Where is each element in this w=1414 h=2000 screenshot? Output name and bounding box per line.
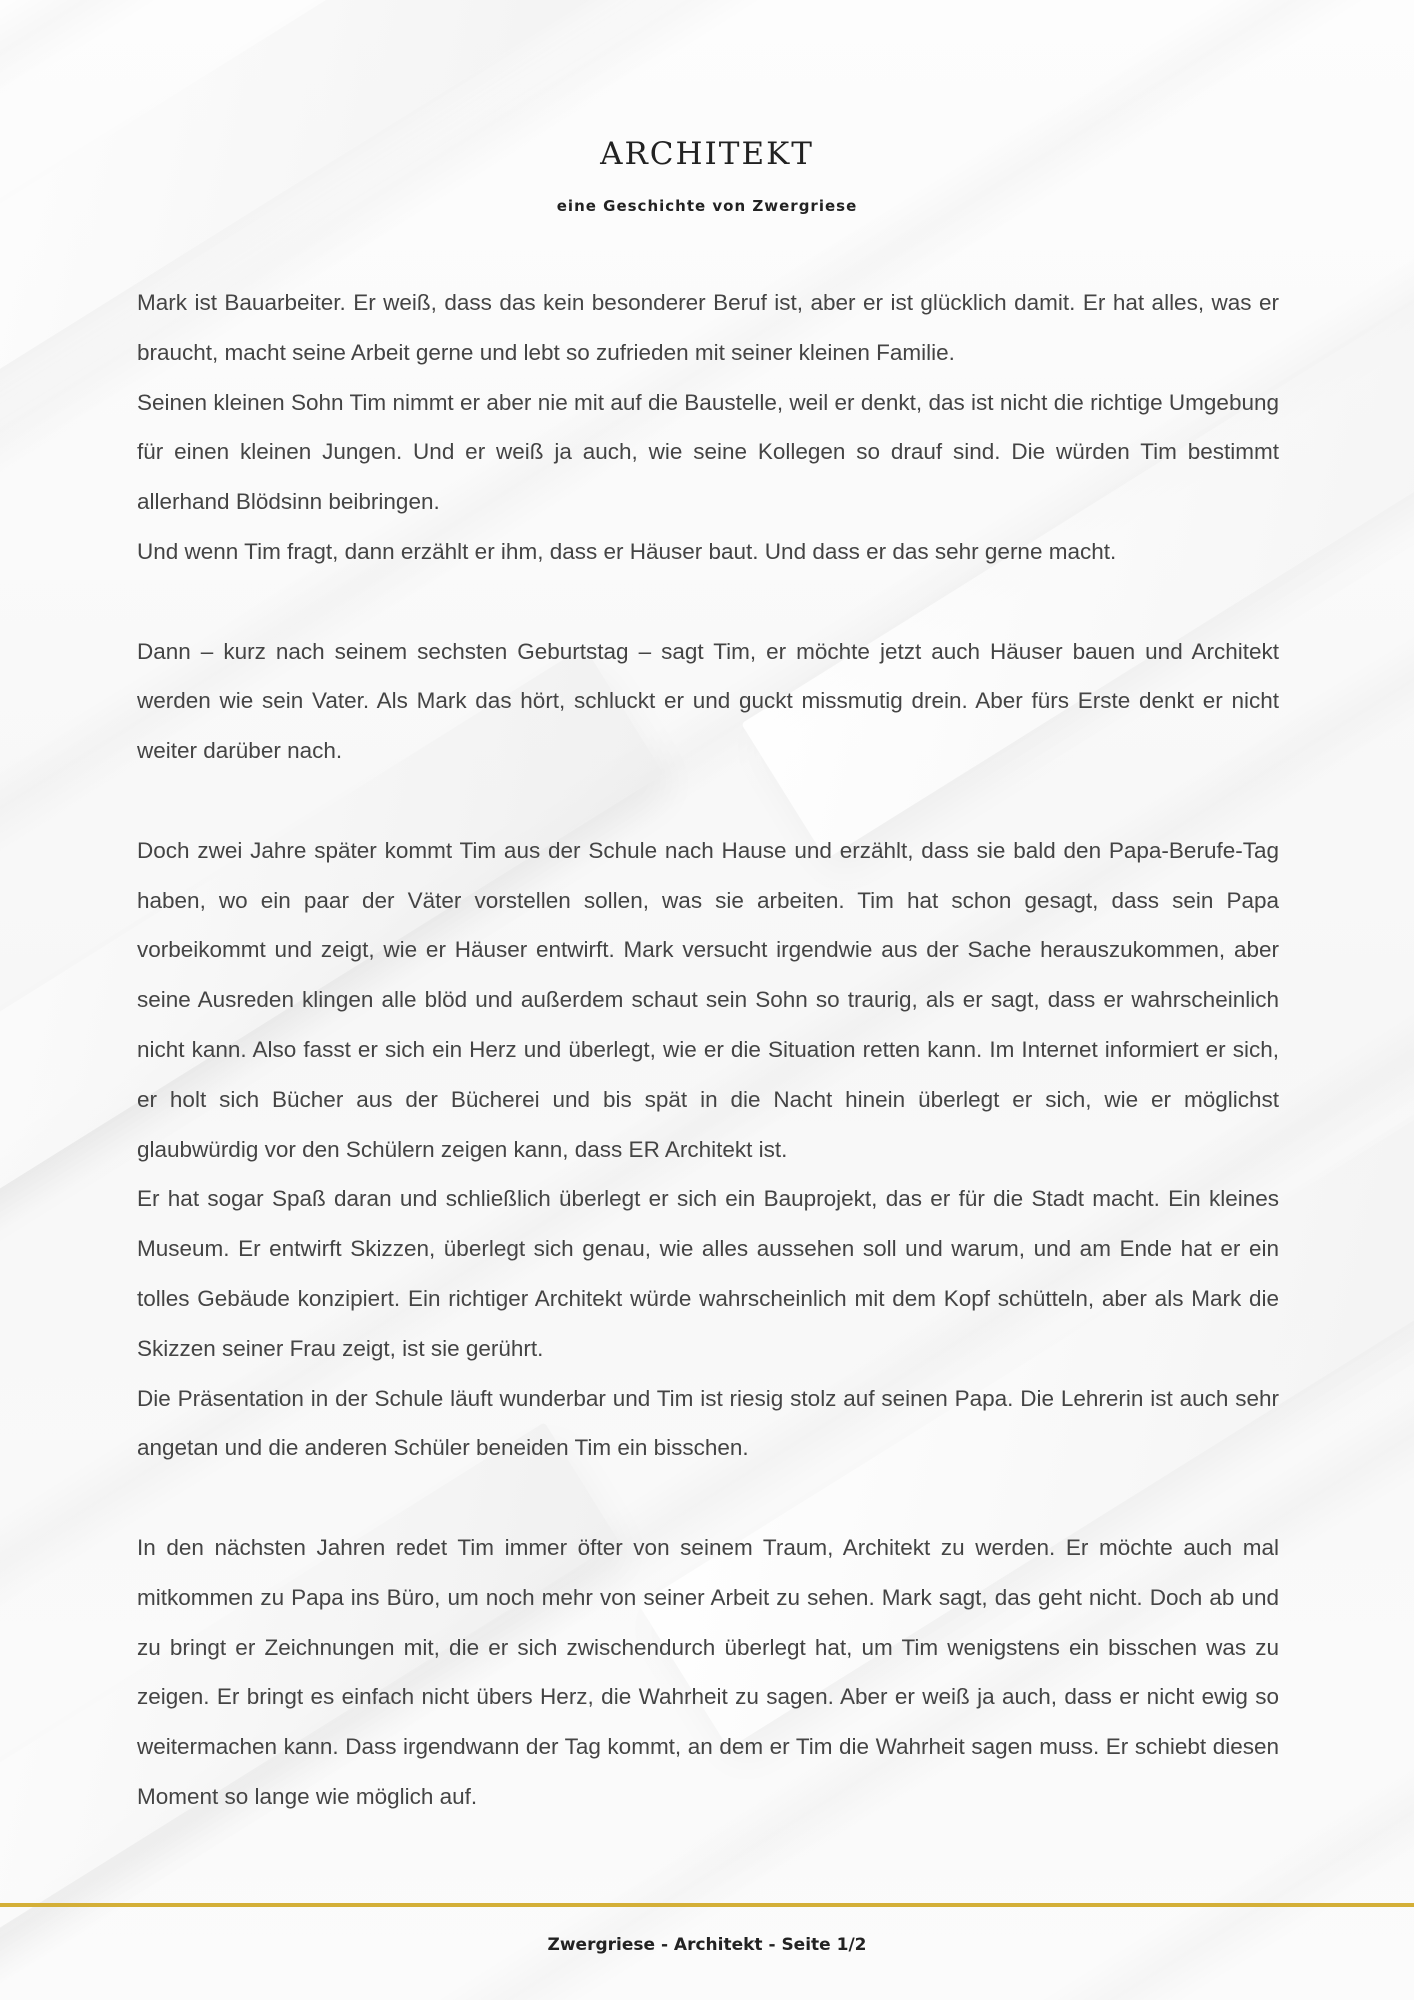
paragraph-gap	[137, 577, 1279, 627]
paragraph: Doch zwei Jahre später kommt Tim aus der Schule nach Hause und erzählt, dass sie bald den Papa-Berufe-Tag haben, wo ein paar der Väter vorstellen sollen, was sie arbeiten. Tim hat schon gesagt, dass sein Papa vorbeikommt und zeigt, wie er Häuser entwirft. Mark versucht irgendwie aus der Sache herauszukommen, aber seine Ausreden klingen alle blöd und außerdem schaut sein Sohn so traurig, als er sagt, dass er wahrscheinlich nicht kann. Also fasst er sich ein Herz und überlegt, wie er die Situation retten kann. Im Internet informiert er sich, er holt sich Bücher aus der Bücherei und bis spät in die Nacht hinein überlegt er sich, wie er möglichst glaubwürdig vor den Schülern zeigen kann, dass ER Architekt ist.	[137, 837, 1279, 1162]
paragraph: Mark ist Bauarbeiter. Er weiß, dass das kein besonderer Beruf ist, aber er ist glücklich damit. Er hat alles, was er braucht, macht seine Arbeit gerne und lebt so zufrieden mit seiner kleinen Familie.	[137, 290, 1279, 365]
footer-divider	[0, 1903, 1414, 1907]
paragraph: Seinen kleinen Sohn Tim nimmt er aber nie mit auf die Baustelle, weil er denkt, das ist nicht die richtige Umgebung für einen kleinen Jungen. Und er weiß ja auch, wie seine Kollegen so drauf sind. Die würden Tim bestimmt allerhand Blödsinn beibringen.	[137, 389, 1279, 515]
paragraph: Die Präsentation in der Schule läuft wunderbar und Tim ist riesig stolz auf seinen Papa. Die Lehrerin ist auch sehr angetan und die anderen Schüler beneiden Tim ein bisschen.	[137, 1385, 1279, 1461]
paragraph: In den nächsten Jahren redet Tim immer öfter von seinem Traum, Architekt zu werden. Er möchte auch mal mitkommen zu Papa ins Büro, um noch mehr von seiner Arbeit zu sehen. Mark sagt, das geht nicht. Doch ab und zu bringt er Zeichnungen mit, die er sich zwischendurch überlegt hat, um Tim wenigstens ein bisschen was zu zeigen. Er bringt es einfach nicht übers Herz, die Wahrheit zu sagen. Aber er weiß ja auch, dass er nicht ewig so weitermachen kann. Dass irgendwann der Tag kommt, an dem er Tim die Wahrheit sagen muss. Er schiebt diesen Moment so lange wie möglich auf.	[137, 1534, 1279, 1809]
paragraph: Und wenn Tim fragt, dann erzählt er ihm, dass er Häuser baut. Und dass er das sehr gerne macht.	[137, 538, 1117, 564]
page-footer: Zwergriese - Architekt - Seite 1/2	[547, 1935, 867, 1955]
document-subtitle: eine Geschichte von Zwergriese	[556, 197, 858, 215]
paragraph: Er hat sogar Spaß daran und schließlich überlegt er sich ein Bauprojekt, das er für die Stadt macht. Ein kleines Museum. Er entwirft Skizzen, überlegt sich genau, wie alles aussehen soll und warum, und am Ende hat er ein tolles Gebäude konzipiert. Ein richtiger Architekt würde wahrscheinlich mit dem Kopf schütteln, aber als Mark die Skizzen seiner Frau zeigt, ist sie gerührt.	[137, 1186, 1279, 1361]
paragraph-gap	[137, 776, 1279, 826]
document-title: ARCHITEKT	[600, 136, 814, 172]
paragraph-gap	[137, 1473, 1279, 1523]
paragraph: Dann – kurz nach seinem sechsten Geburtstag – sagt Tim, er möchte jetzt auch Häuser bauen und Architekt werden wie sein Vater. Als Mark das hört, schluckt er und guckt missmutig drein. Aber fürs Erste denkt er nicht weiter darüber nach.	[137, 638, 1279, 764]
story-body	[137, 278, 1279, 1822]
